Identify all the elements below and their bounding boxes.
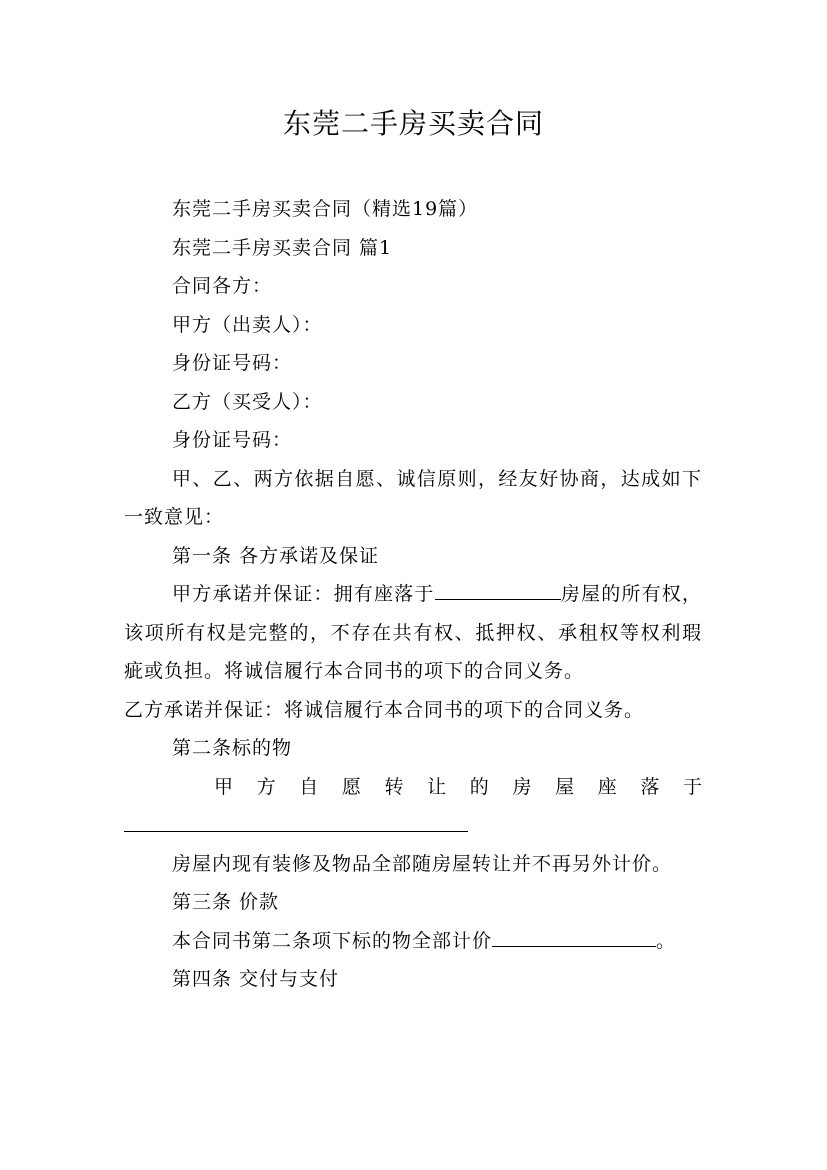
paragraph-parties: 合同各方：	[172, 275, 273, 297]
paragraph-party-b-warranty: 乙方承诺并保证：将诚信履行本合同书的项下的合同义务。	[124, 698, 645, 721]
paragraph-article-1-heading: 第一条 各方承诺及保证	[172, 544, 380, 567]
total-price-text: 本合同书第二条项下标的物全部计价	[172, 929, 493, 952]
paragraph-section-heading: 东莞二手房买卖合同 篇1	[172, 236, 393, 259]
paragraph-party-b-id: 身份证号码：	[172, 429, 293, 451]
total-price-period: 。	[656, 929, 677, 952]
party-a-warranty-text-start: 甲方承诺并保证：拥有座落于	[172, 583, 435, 605]
paragraph-decoration-transfer: 房屋内现有装修及物品全部随房屋转让并不再另外计价。	[172, 852, 673, 875]
total-price-blank	[492, 927, 656, 947]
fill-in-underline	[124, 831, 468, 832]
document-title: 东莞二手房买卖合同	[282, 107, 544, 140]
paragraph-article-2-heading: 第二条标的物	[172, 737, 293, 759]
document-body	[124, 190, 702, 999]
paragraph-agreement-intro: 甲、乙、两方依据自愿、诚信原则，经友好协商，达成如下一致意见：	[124, 467, 702, 528]
paragraph-article-3-heading: 第三条 价款	[172, 891, 280, 913]
paragraph-property-location: 甲方自愿转让的房屋座落于	[214, 775, 702, 798]
paragraph-article-4-heading: 第四条 交付与支付	[172, 968, 340, 990]
paragraph-party-b: 乙方（买受人）：	[172, 390, 323, 413]
paragraph-party-a-id: 身份证号码：	[172, 352, 293, 374]
property-location-blank-line	[124, 806, 702, 845]
paragraph-party-a-warranty	[124, 575, 702, 691]
paragraph-subtitle: 东莞二手房买卖合同（精选19篇）	[172, 198, 479, 220]
party-a-warranty-text-end: 房屋的所有权，该项所有权是完整的，不存在共有权、抵押权、承租权等权利瑕疵或负担。将诚信履行本合同书的项下的合同义务。	[124, 583, 702, 682]
paragraph-total-price	[124, 922, 702, 961]
paragraph-party-a: 甲方（出卖人）：	[172, 313, 323, 336]
property-location-blank	[435, 580, 561, 600]
